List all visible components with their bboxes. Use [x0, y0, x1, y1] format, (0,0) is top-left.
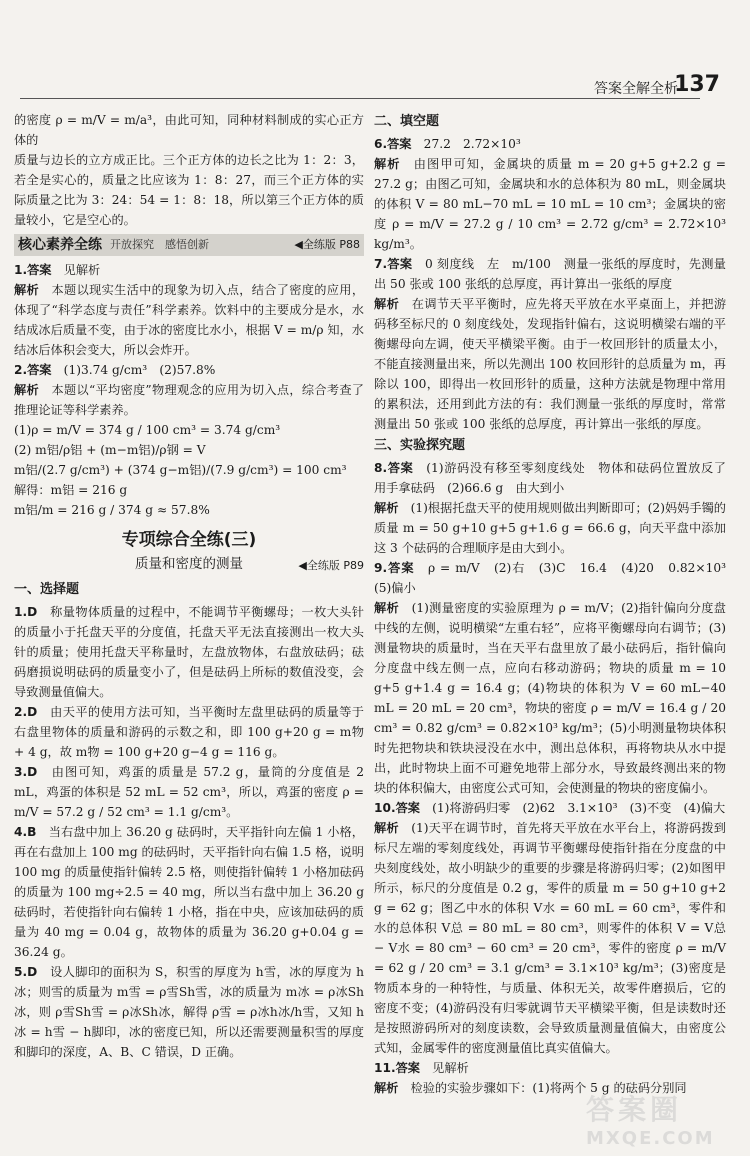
answer-line: 2.答案 (1)3.74 g/cm³ (2)57.8% [14, 363, 216, 377]
answer-line: 8.答案 (1)游码没有移至零刻度线处 物体和砝码位置放反了 用手拿砝码 (2)66.6 g 由大到小 [374, 461, 739, 495]
special-section-subtitle: 质量和密度的测量 [135, 556, 243, 572]
site-watermark [586, 1088, 736, 1149]
item-label: 7.答案 [374, 257, 413, 271]
item-label: 5.D [14, 965, 38, 979]
item-label: 解析 [374, 601, 400, 615]
item-label: 解析 [374, 821, 399, 835]
item-label: 3.D [14, 765, 38, 779]
special-section-ref: ◀全练版 P89 [298, 559, 364, 572]
section-heading-experiment: 三、实验探究题 [374, 438, 466, 453]
answer-line: 7.答案 0 刻度线 左 m/100 测量一张纸的厚度时，先测量出 50 张或 100 张纸的总厚度，再计算出一张纸的厚度 [374, 257, 726, 291]
answer-line: 10.答案 (1)将游码归零 (2)62 3.1×10³ (3)不变 (4)偏大 [374, 801, 726, 815]
core-literacy-band [14, 234, 364, 256]
item-label: 1.答案 [14, 263, 52, 277]
item-label: 2.答案 [14, 363, 52, 377]
item-label: 10.答案 [374, 801, 420, 815]
band-subtitle: 开放探究 感悟创新 [110, 238, 209, 251]
answer-line: 1.答案 见解析 [14, 263, 101, 277]
choice-item: 5.D 设人脚印的面积为 S，积雪的厚度为 h雪，冰的厚度为 h冰；则雪的质量为 m雪 = ρ雪Sh雪，冰的质量为 m冰 = ρ冰Sh冰，则 ρ雪Sh雪 = ρ冰Sh冰，解得 ρ雪 = ρ冰h冰/h雪，又知 h冰 = h雪 − h脚印，冰的密度已知，所以还需要测量积雪的厚度和脚印的深度，A、B、C 错误，D 正确。 [14, 965, 364, 1059]
special-section-subtitle-row [14, 554, 364, 576]
item-label: 6.答案 [374, 137, 412, 151]
formula-line: m铝/(2.7 g/cm³) + (374 g−m铝)/(7.9 g/cm³) = 100 cm³ [14, 463, 347, 477]
item-label: 解析 [14, 383, 39, 397]
explanation: 解析 本题以现实生活中的现象为切入点，结合了密度的应用，体现了“科学态度与责任”科学素养。饮料中的主要成分是水，水结成冰后质量不变，由于冰的密度比水小，根据 V = m/ρ 知，水结冰后体积会变大，所以会炸开。 [14, 283, 365, 357]
answer-line: 6.答案 27.2 2.72×10³ [374, 137, 521, 151]
explanation: 解析 由图甲可知，金属块的质量 m = 20 g+5 g+2.2 g = 27.2 g；由图乙可知，金属块和水的总体积为 80 mL，则金属块的体积 V = 80 mL−70 mL = 10 mL = 10 cm³；金属块的密度 ρ = m/V = 27.2 g / 10 cm³ = 2.72 g/cm³ = 2.72×10³ kg/m³。 [374, 157, 727, 251]
item-label: 解析 [374, 157, 401, 171]
item-label: 1.D [14, 605, 38, 619]
item-label: 解析 [374, 297, 400, 311]
explanation: 解析 检验的实验步骤如下：(1)将两个 5 g 的砝码分别同 [374, 1081, 687, 1095]
formula-line: m铝/m = 216 g / 374 g ≈ 57.8% [14, 503, 210, 517]
watermark-url: MXQE.COM [586, 1128, 715, 1149]
explanation: 解析 (1)测量密度的实验原理为 ρ = m/V；(2)指针偏向分度盘中线的左侧，说明横梁“左重右轻”，应将平衡螺母向右调节；(3)测量物块的质量时，当在天平右盘里放了最小砝码后，指针偏向分度盘中线左侧一点，应向右移动游码；物块的质量 m = 10 g+5 g+1.4 g = 16.4 g；(4)物块的体积为 V = 60 mL−40 mL = 20 mL = 20 cm³，物块的密度 ρ = m/V = 16.4 g / 20 cm³ = 0.82 g/cm³ = 0.82×10³ kg/m³；(5)小明测量物块体积时先把物块和铁块浸没在水中，测出总体积，再将物块从水中提出，此时物块上面不可避免地带上部分水，导致最终测出来的物块的体积偏大，由密度公式可知，会使测量的物块的密度偏小。 [374, 601, 726, 795]
choice-item: 1.D 称量物体质量的过程中，不能调节平衡螺母；一枚大头针的质量小于托盘天平的分度值，托盘天平无法直接测出一枚大头针的质量；使用托盘天平称量时，左盘放物体，右盘放砝码；砝码磨损说明砝码的质量变小了，但是砝码上所标的数值没变，会导致测量值偏大。 [14, 605, 364, 699]
formula-line: (2) m铝/ρ铝 + (m−m铝)/ρ钢 = V [14, 443, 206, 457]
answer-line: 11.答案 见解析 [374, 1061, 469, 1075]
header-rule [20, 98, 700, 99]
header-label: 答案全解全析 [594, 81, 678, 97]
section-heading-fill: 二、填空题 [374, 114, 440, 129]
item-label: 解析 [374, 1081, 399, 1095]
choice-item: 3.D 由图可知，鸡蛋的质量是 57.2 g，量筒的分度值是 2 mL，鸡蛋的体积是 52 mL = 52 cm³，所以，鸡蛋的密度 ρ = m/V = 57.2 g / 52 cm³ = 1.1 g/cm³。 [14, 765, 364, 819]
page-header [0, 72, 750, 102]
explanation: 解析 在调节天平平衡时，应先将天平放在水平桌面上，并把游码移至标尺的 0 刻度线处，发现指针偏右，这说明横梁右端的平衡螺母向左调，使天平横梁平衡。由于一枚回形针的质量太小，不能直接测量出来，所以先测出 100 枚回形针的总质量为 m，再除以 100，即得出一枚回形针的质量，这种方法就是物理中常用的累积法，还用到此方法的有：我们测量一张纸的厚度时，常常测量出 50 张或 100 张纸的总厚度，再计算出一张纸的厚度。 [374, 297, 727, 431]
intro-paragraph: 质量与边长的立方成正比。三个正方体的边长之比为 1：2：3，若全是实心的，质量之比应该为 1：8：27，而三个正方体的实际质量之比为 3：24：54 = 1：8：18，所以第三个正方体的质量较小，它是空心的。 [14, 153, 364, 227]
explanation: 解析 本题以“平均密度”物理观念的应用为切入点，综合考查了推理论证等科学素养。 [14, 383, 364, 417]
explanation: 解析 (1)根据托盘天平的使用规则做出判断即可；(2)妈妈手镯的质量 m = 50 g+10 g+5 g+1.6 g = 66.6 g，向天平盘中添加这 3 个砝码的合理顺序是由大到小。 [374, 501, 726, 555]
answer-line: 9.答案 ρ = m/V (2)右 (3)C 16.4 (4)20 0.82×10³ (5)偏小 [374, 561, 739, 595]
item-label: 8.答案 [374, 461, 414, 475]
item-label: 解析 [14, 283, 40, 297]
special-section-title: 专项综合全练(三) [121, 530, 257, 550]
watermark-text: 答案圈 [586, 1093, 683, 1126]
formula-line: (1)ρ = m/V = 374 g / 100 cm³ = 3.74 g/cm³ [14, 423, 281, 437]
explanation: 解析 (1)天平在调节时，首先将天平放在水平台上，将游码拨到标尺左端的零刻度线处，再调节平衡螺母使指针指在分度盘的中央刻度线处，故小明缺少的重要的步骤是将游码归零；(2)如图甲所示，标尺的分度值是 0.2 g，零件的质量 m = 50 g+10 g+2 g = 62 g；图乙中水的体积 V水 = 60 mL = 60 cm³，零件和水的总体积 V总 = 80 mL = 80 cm³，则零件的体积 V = V总 − V水 = 80 cm³ − 60 cm³ = 20 cm³，零件的密度 ρ = m/V = 62 g / 20 cm³ = 3.1 g/cm³ = 3.1×10³ kg/m³；(3)密度是物质本身的一种特性，与质量、体积无关，故零件磨损后，它的密度不变；(4)游码没有归零就调节天平横梁平衡，但是读数时还是按照游码所对的刻度读数，会导致质量测量值偏大，由密度公式知，金属零件的密度测量值比真实值偏大。 [374, 821, 726, 1055]
band-title: 核心素养全练 [18, 237, 102, 253]
item-label: 4.B [14, 825, 37, 839]
item-label: 9.答案 [374, 561, 415, 575]
page-number: 137 [674, 72, 720, 97]
item-label: 解析 [374, 501, 399, 515]
intro-line: 的密度 ρ = m/V = m/a³，由此可知，同种材料制成的实心正方体的 [14, 113, 364, 147]
band-ref: ◀全练版 P88 [294, 238, 360, 251]
left-column [14, 110, 364, 1110]
section-heading-choice: 一、选择题 [14, 582, 80, 597]
formula-line: 解得：m铝 = 216 g [14, 483, 128, 497]
right-column [374, 110, 739, 1095]
item-label: 2.D [14, 705, 38, 719]
choice-item: 2.D 由天平的使用方法可知，当平衡时左盘里砝码的质量等于右盘里物体的质量和游码的示数之和，即 100 g+20 g = m物 + 4 g，故 m物 = 100 g+20 g−4 g = 116 g。 [14, 705, 364, 759]
choice-item: 4.B 当右盘中加上 36.20 g 砝码时，天平指针向左偏 1 小格，再在右盘加上 100 mg 的砝码时，天平指针向右偏 1.5 格，说明 100 mg 的质量使指针偏转 2.5 格，则使指针偏转 1 小格加砝码的质量为 100 mg÷2.5 = 40 mg，所以当右盘中加上 36.20 g 砝码时，若使指针向右偏转 1 小格，指在中央，应该加砝码的质量为 40 mg = 0.04 g，故物体的质量为 36.20 g+0.04 g = 36.24 g。 [14, 825, 364, 959]
item-label: 11.答案 [374, 1061, 420, 1075]
